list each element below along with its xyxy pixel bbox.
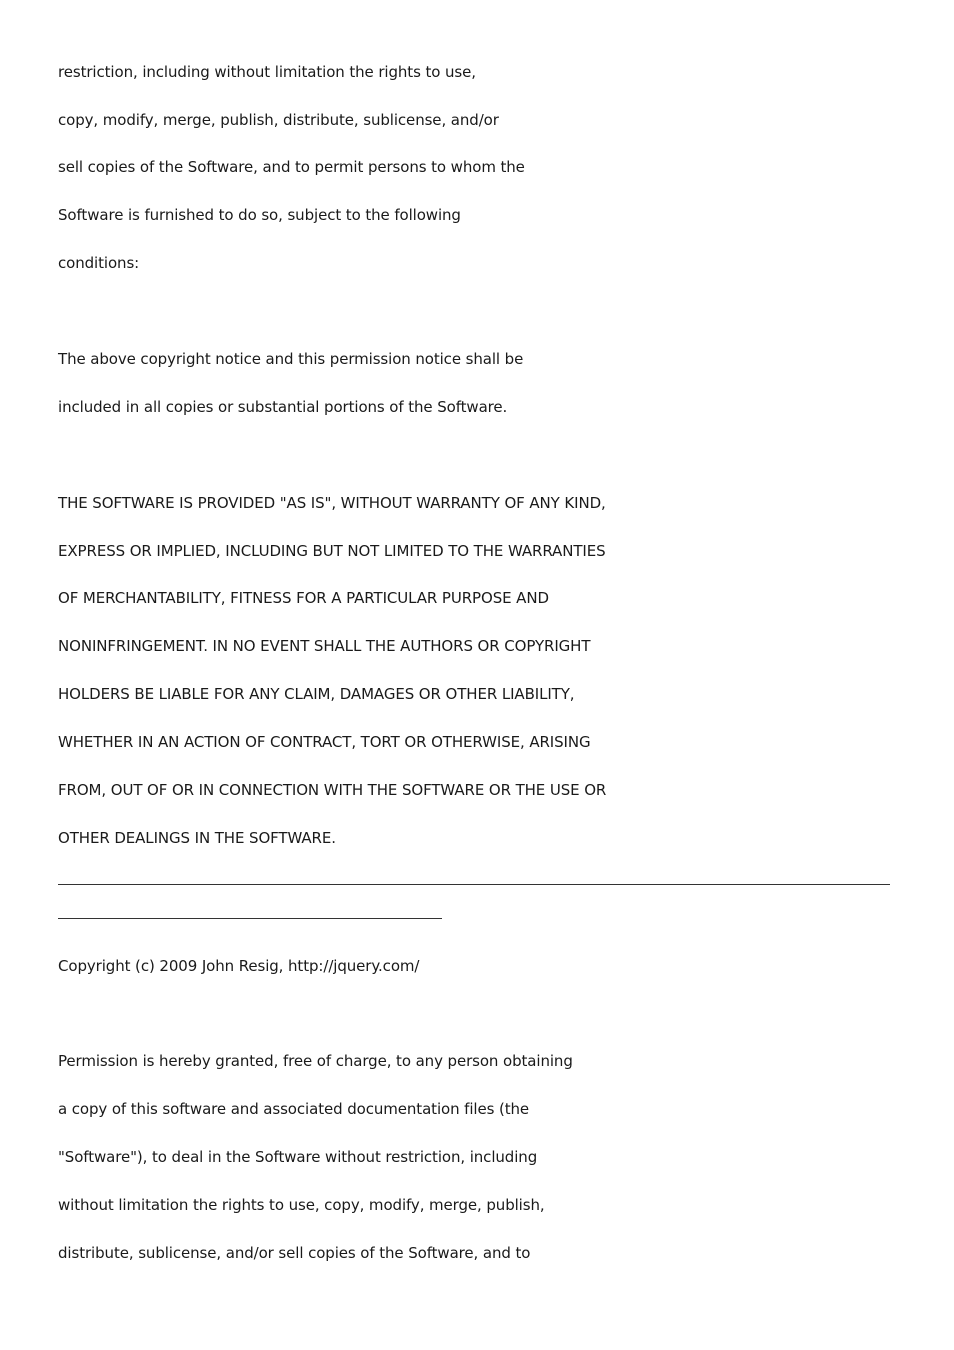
text-line: included in all copies or substantial portions of the Software. bbox=[58, 398, 508, 416]
text-line: "Software"), to deal in the Software without restriction, including bbox=[58, 1148, 538, 1166]
disclaimer-line: OF MERCHANTABILITY, FITNESS FOR A PARTICULAR PURPOSE AND bbox=[58, 589, 549, 607]
disclaimer-line: OTHER DEALINGS IN THE SOFTWARE. bbox=[58, 829, 336, 847]
disclaimer-line: THE SOFTWARE IS PROVIDED "AS IS", WITHOUT WARRANTY OF ANY KIND, bbox=[58, 494, 606, 512]
text-line: sell copies of the Software, and to permit persons to whom the bbox=[58, 158, 525, 176]
text-line: distribute, sublicense, and/or sell copies of the Software, and to bbox=[58, 1244, 531, 1262]
text-line: The above copyright notice and this permission notice shall be bbox=[58, 350, 524, 368]
text-line: restriction, including without limitation the rights to use, bbox=[58, 63, 476, 81]
separator-rule bbox=[58, 918, 442, 919]
disclaimer-line: WHETHER IN AN ACTION OF CONTRACT, TORT OR OTHERWISE, ARISING bbox=[58, 733, 591, 751]
text-line: copy, modify, merge, publish, distribute, sublicense, and/or bbox=[58, 111, 499, 129]
disclaimer-line: EXPRESS OR IMPLIED, INCLUDING BUT NOT LIMITED TO THE WARRANTIES bbox=[58, 542, 606, 560]
separator-rule bbox=[58, 884, 890, 885]
disclaimer-line: NONINFRINGEMENT. IN NO EVENT SHALL THE AUTHORS OR COPYRIGHT bbox=[58, 637, 591, 655]
disclaimer-line: HOLDERS BE LIABLE FOR ANY CLAIM, DAMAGES OR OTHER LIABILITY, bbox=[58, 685, 575, 703]
text-line: without limitation the rights to use, copy, modify, merge, publish, bbox=[58, 1196, 545, 1214]
text-line: Permission is hereby granted, free of charge, to any person obtaining bbox=[58, 1052, 573, 1070]
text-line: conditions: bbox=[58, 254, 140, 272]
text-line: Software is furnished to do so, subject to the following bbox=[58, 206, 461, 224]
copyright-line: Copyright (c) 2009 John Resig, http://jquery.com/ bbox=[58, 957, 420, 975]
disclaimer-line: FROM, OUT OF OR IN CONNECTION WITH THE SOFTWARE OR THE USE OR bbox=[58, 781, 607, 799]
text-line: a copy of this software and associated documentation files (the bbox=[58, 1100, 530, 1118]
